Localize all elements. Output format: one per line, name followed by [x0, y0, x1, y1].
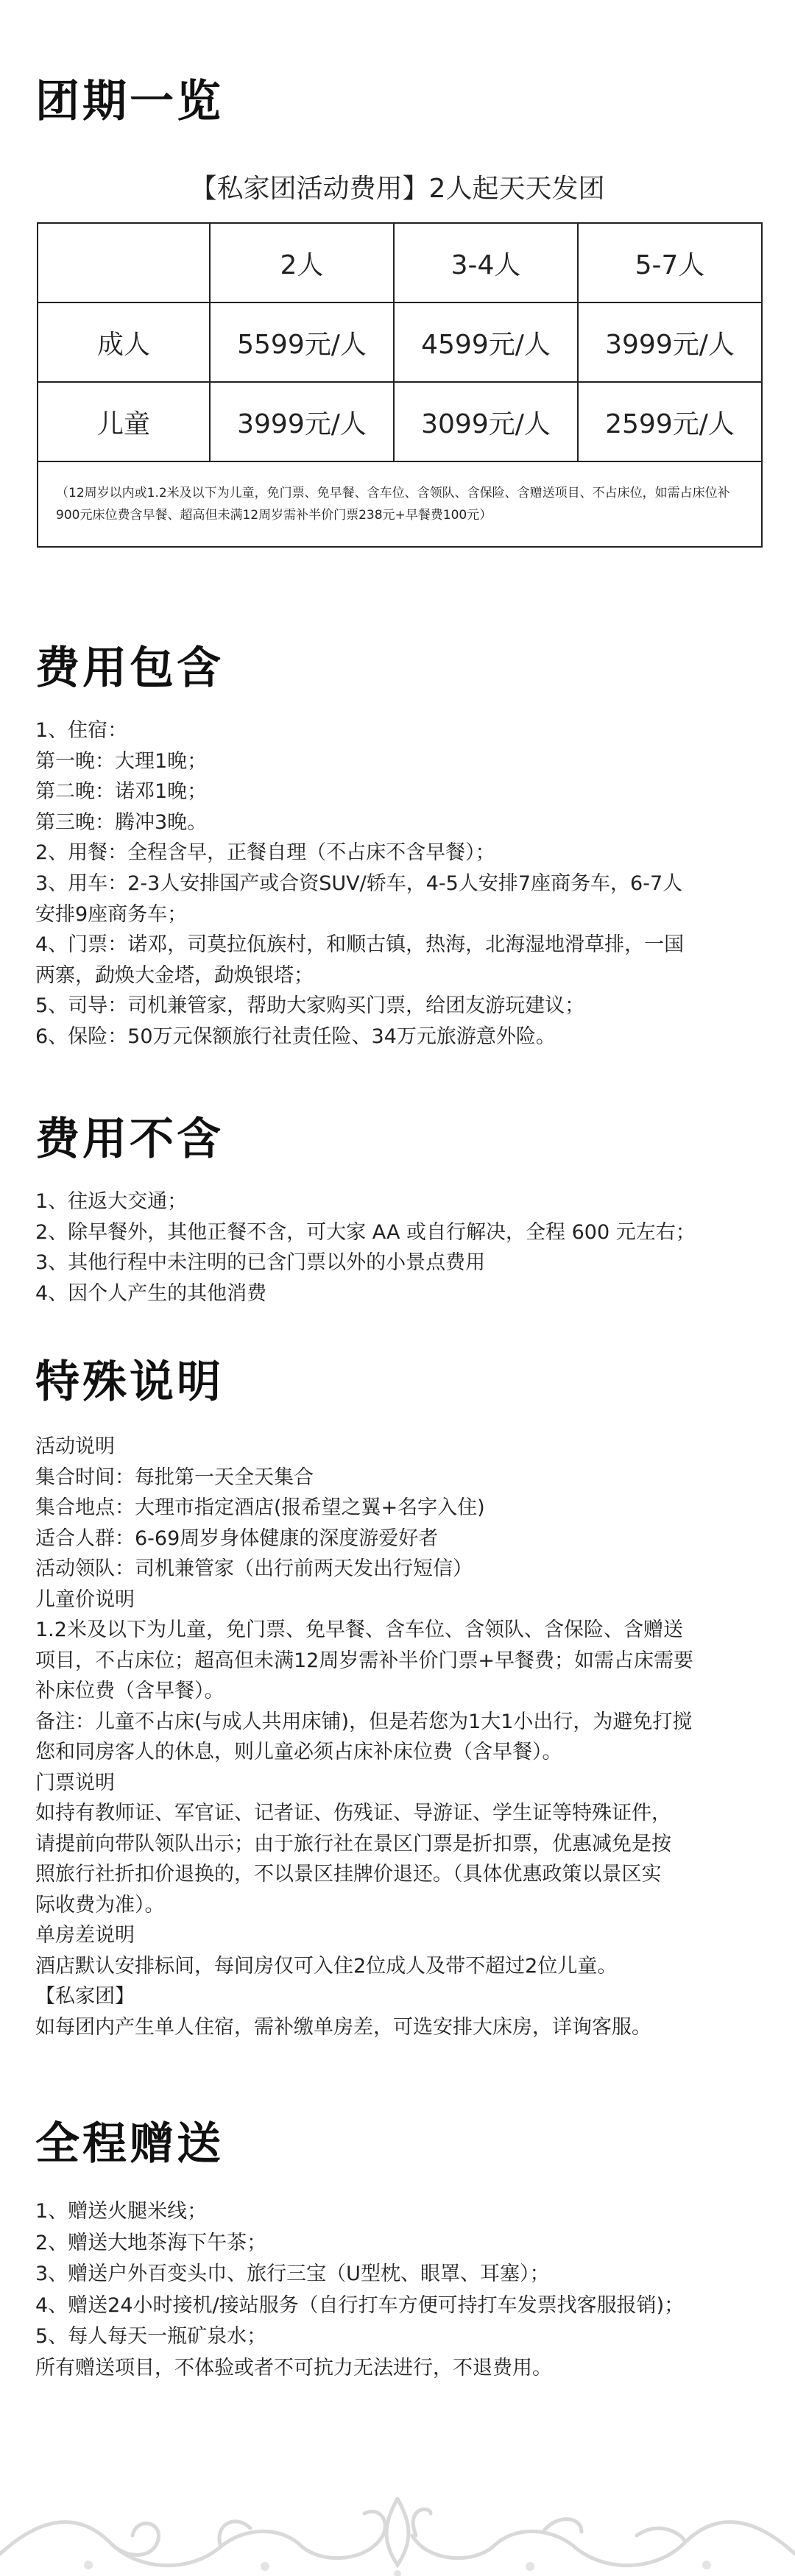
buhan-list — [35, 1186, 760, 1309]
list-line: 4、因个人产生的其他消费 — [35, 1281, 267, 1305]
list-line: 1、住宿： — [35, 719, 128, 742]
list-line: 安排9座商务车； — [35, 902, 188, 926]
list-line: 第二晚：诺邓1晚； — [35, 780, 208, 804]
list-line: 酒店默认安排标间，每间房仅可入住2位成人及带不超过2位儿童。 — [35, 1954, 618, 1978]
list-line: 集合地点：大理市指定酒店(报希望之翼+名字入住) — [35, 1496, 485, 1519]
list-line: 【私家团】 — [35, 1985, 135, 2008]
price-table-header-row — [38, 223, 762, 302]
list-line: 集合时间：每批第一天全天集合 — [35, 1465, 314, 1489]
list-line: 请提前向带队领队出示；由于旅行社在景区门票是折扣票，优惠减免是按 — [35, 1832, 671, 1855]
list-line: 1.2米及以下为儿童，免门票、免早餐、含车位、含领队、含保险、含赠送 — [35, 1618, 683, 1641]
list-line: 第一晚：大理1晚； — [35, 749, 208, 773]
header-cell-5-7-people: 5-7人 — [578, 223, 762, 302]
list-line: 活动说明 — [35, 1435, 115, 1458]
list-line: 单房差说明 — [35, 1924, 135, 1947]
row-label-child: 儿童 — [38, 382, 210, 461]
baohan-list — [35, 715, 760, 1052]
list-line: 际收费为准）。 — [35, 1893, 165, 1917]
list-line: 门票说明 — [35, 1771, 115, 1794]
list-line: 4、门票：诺邓，司莫拉佤族村，和顺古镇，热海，北海湿地滑草排，一国 — [35, 933, 685, 957]
price-note: （12周岁以内或1.2米及以下为儿童，免门票、免早餐、含车位、含领队、含保险、含赠送项目、不占床位，如需占床位补900元床位费含早餐、超高但未满12周岁需补半价门票238元+早餐费100元） — [38, 461, 762, 547]
price-note-row — [38, 461, 762, 547]
footer-ornament — [0, 2484, 795, 2576]
list-line: 3、用车：2-3人安排国产或合资SUV/轿车，4-5人安排7座商务车，6-7人 — [35, 871, 683, 895]
section-title-tuanqi: 团期一览 — [35, 76, 224, 127]
list-line: 两寨，勐焕大金塔，勐焕银塔； — [35, 963, 314, 987]
list-line: 6、保险：50万元保额旅行社责任险、34万元旅游意外险。 — [35, 1025, 556, 1048]
list-line: 所有赠送项目，不体验或者不可抗力无法进行，不退费用。 — [35, 2356, 552, 2379]
list-line: 5、司导：司机兼管家，帮助大家购买门票，给团友游玩建议； — [35, 994, 585, 1018]
list-line: 2、赠送大地茶海下午茶； — [35, 2231, 267, 2254]
list-line: 3、其他行程中未注明的已含门票以外的小景点费用 — [35, 1251, 486, 1275]
list-line: 5、每人每天一瓶矿泉水； — [35, 2325, 267, 2348]
price-cell: 5599元/人 — [210, 302, 394, 382]
list-line: 活动领队：司机兼管家（出行前两天发出行短信） — [35, 1557, 473, 1580]
price-row-adult — [38, 302, 762, 382]
header-cell-2-people: 2人 — [210, 223, 394, 302]
section-title-buhan: 费用不含 — [35, 1114, 224, 1165]
price-row-child — [38, 382, 762, 461]
list-line: 项目，不占床位；超高但未满12周岁需补半价门票+早餐费；如需占床需要 — [35, 1649, 693, 1672]
list-line: 适合人群：6-69周岁身体健康的深度游爱好者 — [35, 1526, 439, 1550]
section-title-zengsong: 全程赠送 — [35, 2118, 224, 2170]
price-cell: 3099元/人 — [394, 382, 578, 461]
price-table — [37, 222, 763, 548]
list-line: 4、赠送24小时接机/接站服务（自行打车方便可持打车发票找客服报销)； — [35, 2293, 685, 2317]
list-line: 您和同房客人的休息，则儿童必须占床补床位费（含早餐）。 — [35, 1741, 562, 1763]
section-title-baohan: 费用包含 — [35, 643, 224, 694]
list-line: 第三晚：腾冲3晚。 — [35, 810, 208, 834]
list-line: 2、除早餐外，其他正餐不含，可大家 AA 或自行解决，全程 600 元左右； — [35, 1220, 696, 1244]
list-line: 如每团内产生单人住宿，需补缴单房差，可选安排大床房，详询客服。 — [35, 2015, 651, 2039]
list-line: 如持有教师证、军官证、记者证、伤残证、导游证、学生证等特殊证件， — [35, 1802, 671, 1825]
list-line: 儿童价说明 — [35, 1588, 135, 1611]
list-line: 3、赠送户外百变头巾、旅行三宝（U型枕、眼罩、耳塞）； — [35, 2262, 550, 2285]
header-cell-3-4-people: 3-4人 — [394, 223, 578, 302]
list-line: 备注：儿童不占床(与成人共用床铺)，但是若您为1大1小出行，为避免打搅 — [35, 1710, 693, 1733]
list-line: 补床位费（含早餐）。 — [35, 1680, 225, 1702]
price-table-heading: 【私家团活动费用】2人起天天发团 — [190, 174, 605, 204]
price-cell: 3999元/人 — [210, 382, 394, 461]
list-line: 照旅行社折扣价退换的，不以景区挂牌价退还。（具体优惠政策以景区实 — [35, 1863, 662, 1886]
teshu-list — [35, 1432, 760, 2042]
header-cell-empty — [38, 223, 210, 302]
zengsong-list — [35, 2196, 760, 2384]
list-line: 1、往返大交通； — [35, 1190, 188, 1213]
price-cell: 4599元/人 — [394, 302, 578, 382]
price-cell: 2599元/人 — [578, 382, 762, 461]
price-cell: 3999元/人 — [578, 302, 762, 382]
row-label-adult: 成人 — [38, 302, 210, 382]
list-line: 2、用餐：全程含早，正餐自理（不占床不含早餐）； — [35, 841, 495, 865]
list-line: 1、赠送火腿米线； — [35, 2200, 208, 2223]
section-title-teshu: 特殊说明 — [35, 1356, 224, 1408]
